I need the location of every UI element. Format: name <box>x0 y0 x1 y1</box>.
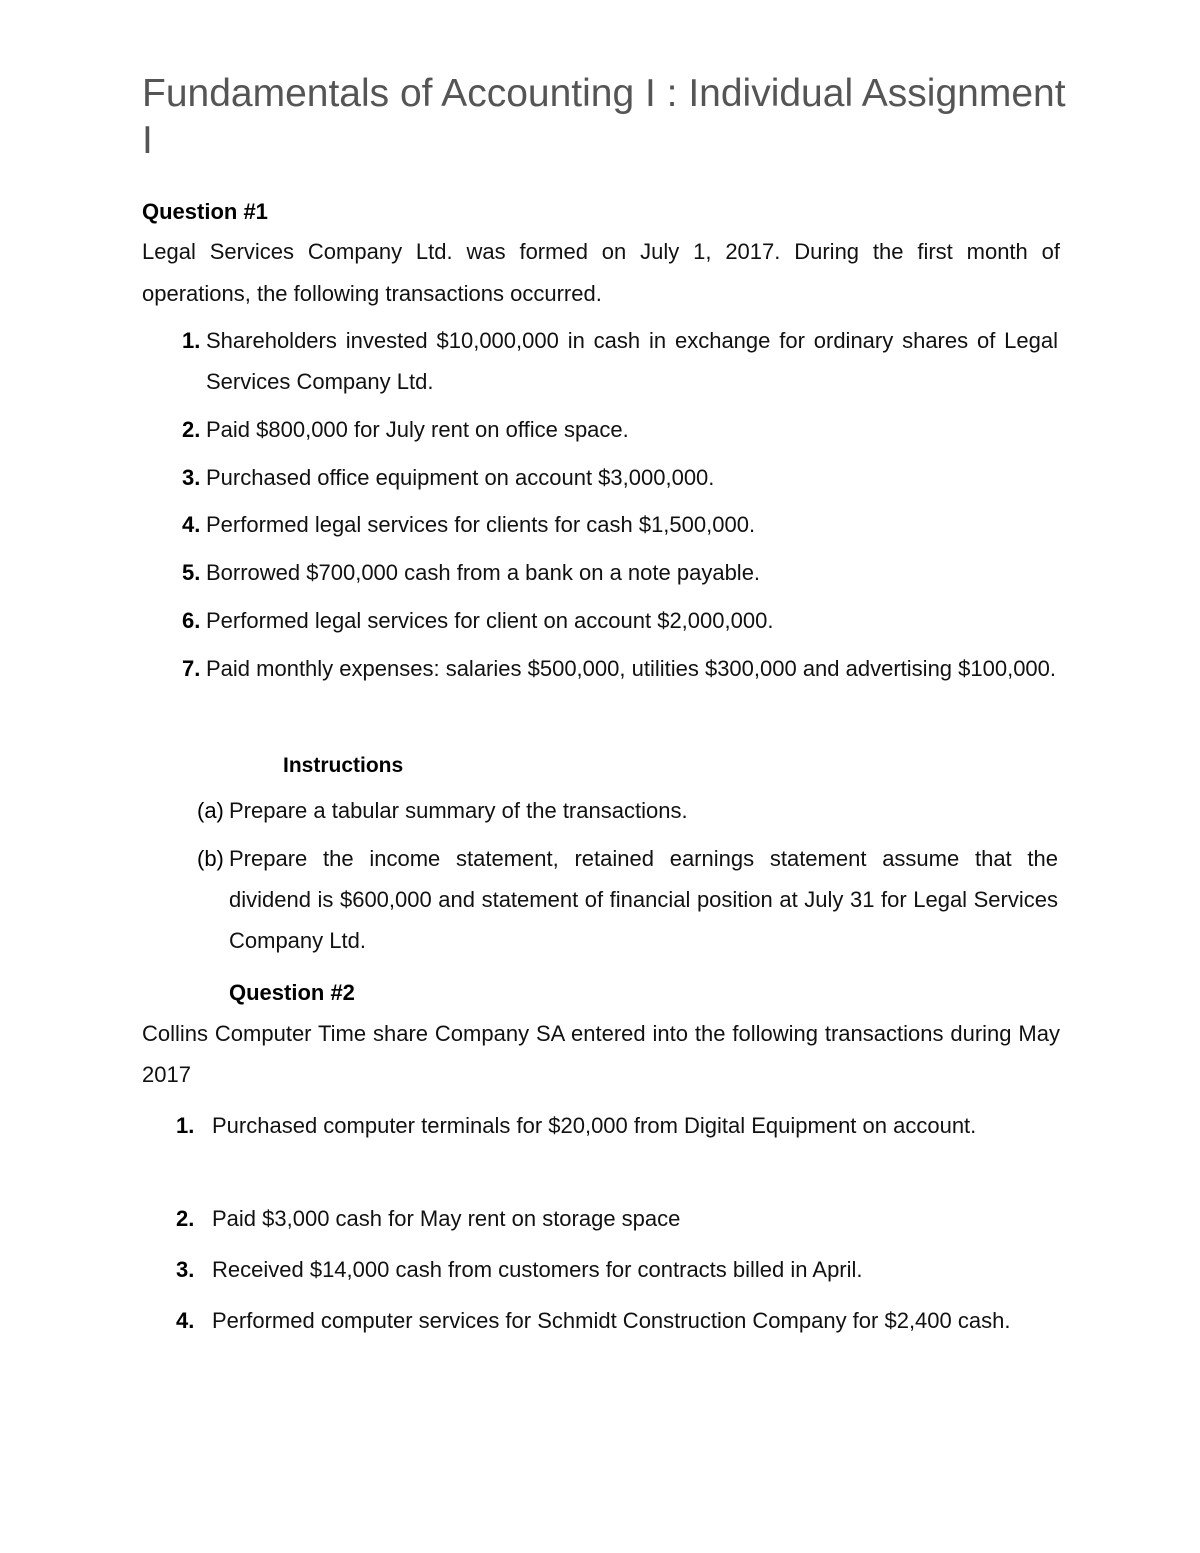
q1-item-text: Performed legal services for client on account $2,000,000. <box>206 608 774 633</box>
instruction-text: Prepare the income statement, retained earnings statement assume that the dividend is $600,000 and statement of financial position at July 31 for Legal Services Company Ltd. <box>229 846 1058 953</box>
question-2-heading: Question #2 <box>229 980 355 1005</box>
q1-item-number: 4. <box>182 512 201 537</box>
q1-item-number: 5. <box>182 560 201 585</box>
q1-item-number: 1. <box>182 328 201 353</box>
q1-item-number: 6. <box>182 608 201 633</box>
q2-item-text: Received $14,000 cash from customers for contracts billed in April. <box>212 1257 863 1282</box>
q1-item-text: Performed legal services for clients for cash $1,500,000. <box>206 512 756 537</box>
q2-item-number: 3. <box>176 1257 195 1282</box>
q2-item-number: 4. <box>176 1308 195 1333</box>
page-title: Fundamentals of Accounting I : Individual Assignment I <box>142 72 1066 162</box>
question-1-heading: Question #1 <box>142 199 268 224</box>
instructions-heading: Instructions <box>283 754 404 777</box>
q2-item-text: Paid $3,000 cash for May rent on storage space <box>212 1206 681 1231</box>
question-2-intro: Collins Computer Time share Company SA entered into the following transactions during May 2017 <box>142 1021 1060 1087</box>
q2-item-number: 2. <box>176 1206 195 1231</box>
question-1-intro: Legal Services Company Ltd. was formed on July 1, 2017. During the first month of operations, the following transactions occurred. <box>142 239 1060 306</box>
instruction-label: (b) <box>197 846 224 871</box>
q1-item-text: Shareholders invested $10,000,000 in cash in exchange for ordinary shares of Legal Services Company Ltd. <box>206 328 1058 394</box>
q2-item-text: Purchased computer terminals for $20,000 from Digital Equipment on account. <box>212 1113 977 1138</box>
q1-item-text: Paid monthly expenses: salaries $500,000, utilities $300,000 and advertising $100,000. <box>206 656 1057 681</box>
q1-item-text: Purchased office equipment on account $3,000,000. <box>206 465 715 490</box>
q1-item-number: 2. <box>182 417 201 442</box>
q1-item-text: Borrowed $700,000 cash from a bank on a note payable. <box>206 560 761 585</box>
q2-item-text: Performed computer services for Schmidt Construction Company for $2,400 cash. <box>212 1308 1011 1333</box>
instruction-label: (a) <box>197 798 224 823</box>
q2-item-number: 1. <box>176 1113 195 1138</box>
q1-item-number: 7. <box>182 656 201 681</box>
instruction-text: Prepare a tabular summary of the transactions. <box>229 798 688 823</box>
q1-item-number: 3. <box>182 465 201 490</box>
q1-item-text: Paid $800,000 for July rent on office space. <box>206 417 629 442</box>
